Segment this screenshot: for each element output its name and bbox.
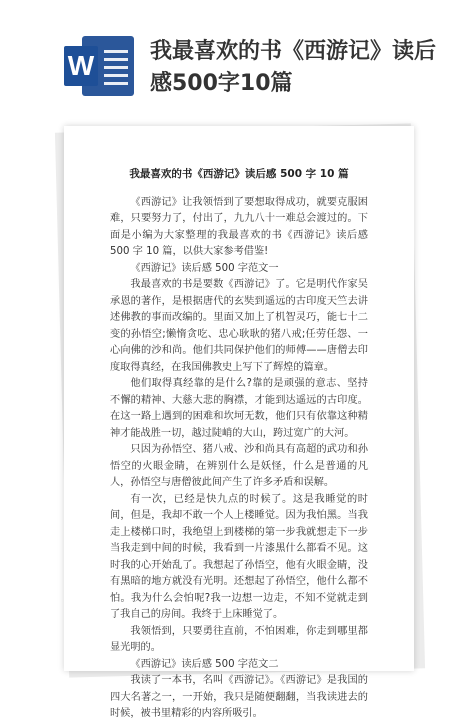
paragraph: 我读了一本书，名叫《西游记》。《西游记》是我国的四大名著之一，一开始，我只是随便翻翻，当我读进去的时候，被书里精彩的内容所吸引。 — [110, 675, 368, 719]
paragraph: 我领悟到，只要勇往直前，不怕困难，你走到哪里都显光明的。 — [110, 625, 368, 653]
paragraph: 有一次，已经是快九点的时候了。这是我睡觉的时间，但是，我却不敢一个人上楼睡觉。因为我怕黑。当我走上楼梯口时，我绝望上到楼梯的第一步我就想走下一步当我走到中间的时候，我看到一片漆黑什么都看不见。这时我的心开始乱了。我想起了孙悟空，他有火眼金睛，没有黑暗的地方就没有光明。还想起了孙悟空，他什么都不怕。我为什么会怕呢?我一边想一边走，不知不觉就走到了我自己的房间。我终于上床睡觉了。 — [110, 493, 368, 620]
paragraph: 我最喜欢的书是要数《西游记》了。它是明代作家吴承恩的著作，是根据唐代的玄奘到遥远的古印度天竺去讲述佛教的事而改编的。里面又加上了机智灵巧，能七十二变的孙悟空;懒惰贪吃、忠心耿耿的猪八戒;任劳任怨、一心向佛的沙和尚。他们共同保护他们的师傅——唐僧去印度取得真经，在我国佛教史上写下了辉煌的篇章。 — [110, 279, 368, 373]
document-page — [64, 126, 414, 719]
page-title: 我最喜欢的书《西游记》读后感500字10篇 — [150, 39, 437, 96]
document-title: 我最喜欢的书《西游记》读后感 500 字 10 篇 — [129, 168, 349, 180]
paragraph: 他们取得真经靠的是什么?靠的是顽强的意志、坚持不懈的精神、大慈大悲的胸襟，才能到达遥远的古印度。在这一路上遇到的困难和坎坷无数，他们只有依靠这种精神才能战胜一切，越过陡峭的大山，跨过宽广的大河。 — [110, 378, 368, 439]
section-heading: 《西游记》读后感 500 字范文一 — [130, 262, 279, 274]
word-app-icon — [64, 36, 134, 96]
section-heading: 《西游记》读后感 500 字范文二 — [130, 658, 279, 670]
word-icon: W — [64, 46, 98, 86]
paragraph: 《西游记》让我领悟到了要想取得成功，就要克服困难，只要努力了，付出了，九九八十一难总会渡过的。下面是小编为大家整理的我最喜欢的书《西游记》读后感 500 字 10 篇，以供大家参考借鉴! — [110, 196, 368, 257]
document-body — [110, 166, 368, 723]
paragraph: 只因为孙悟空、猪八戒、沙和尚具有高超的武功和孙悟空的火眼金睛，在辨别什么是妖怪，什么是普通的凡人，孙悟空与唐僧彼此间产生了许多矛盾和误解。 — [110, 444, 368, 488]
document-content — [110, 195, 368, 723]
